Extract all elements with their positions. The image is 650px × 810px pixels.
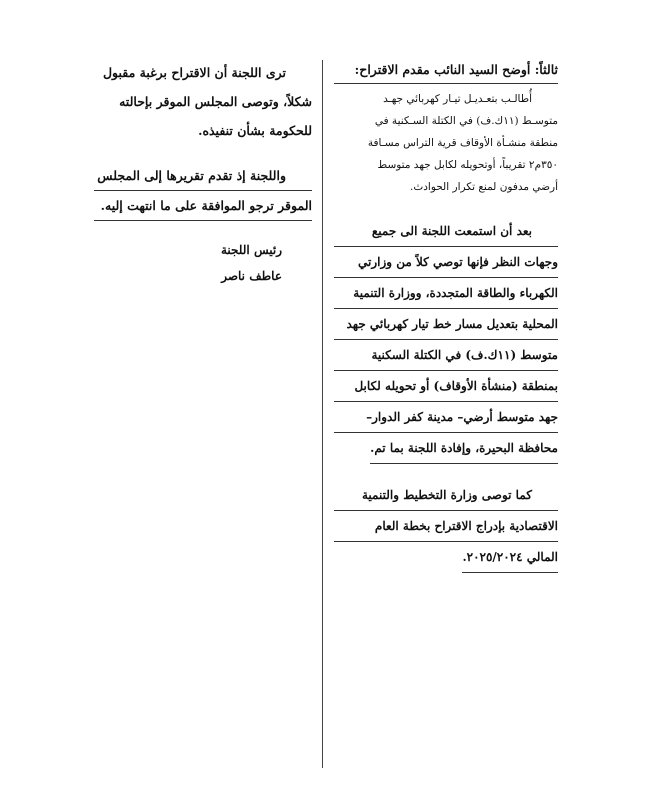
signature-title: رئيس اللجنة <box>221 243 282 257</box>
rec2-line: الاقتصادية بإدراج الاقتراح بخطة العام <box>334 511 558 542</box>
intro-line: متوسـط (١١ك.ف) في الكتلة السـكنية في <box>374 115 558 127</box>
recommendation-1 <box>334 216 558 464</box>
column-divider <box>322 60 323 768</box>
intro-line: ٣٥٠م٢ تقريباً، أوتحويله لكابل جهد متوسط <box>377 159 558 171</box>
recommendation-2 <box>334 480 558 573</box>
left-column <box>94 58 312 289</box>
opinion-line: شكلاً، وتوصى المجلس الموقر بإحالته <box>119 94 312 109</box>
proposal-heading: ثالثاً: أوضح السيد النائب مقدم الاقتراح: <box>334 58 558 84</box>
rec1-line: بعد أن استمعت اللجنة الى جميع <box>334 216 558 247</box>
request-line: الموقر ترجو الموافقة على ما انتهت إليه. <box>94 191 312 221</box>
intro-line: أرضي مدفون لمنع تكرار الحوادث. <box>410 181 558 193</box>
request-line: واللجنة إذ تقدم تقريرها إلى المجلس <box>94 161 312 191</box>
rec2-line: المالي ٢٠٢٥/٢٠٢٤. <box>462 542 558 573</box>
committee-request <box>94 161 312 221</box>
opinion-line: للحكومة بشأن تنفيذه. <box>198 123 312 138</box>
rec1-line: الكهرباء والطاقة المتجددة، ووزارة التنمية <box>334 278 558 309</box>
signature-name: عاطف ناصر <box>221 269 282 283</box>
rec2-line: كما توصى وزارة التخطيط والتنمية <box>334 480 558 511</box>
opinion-line: ترى اللجنة أن الاقتراح برغبة مقبول <box>102 65 286 80</box>
right-column <box>334 58 558 573</box>
proposal-intro <box>334 88 558 198</box>
rec1-line: المحلية بتعديل مسار خط تيار كهربائي جهد <box>334 309 558 340</box>
rec1-line: جهد متوسط أرضي– مدينة كفر الدوار– <box>334 402 558 433</box>
rec1-line: محافظة البحيرة، وإفادة اللجنة بما تم. <box>370 433 558 464</box>
rec1-line: متوسط (١١ك.ف) في الكتلة السكنية <box>334 340 558 371</box>
rec1-line: بمنطقة (منشأة الأوقاف) أو تحويله لكابل <box>334 371 558 402</box>
intro-line: أُطالـب بتعـديـل تيـار كهربائي جهـد <box>383 93 532 105</box>
rec1-line: وجهات النظر فإنها توصي كلاً من وزارتي <box>334 247 558 278</box>
committee-opinion <box>94 58 312 145</box>
intro-line: منطقة منشـأة الأوقاف قرية التراس مسـافة <box>367 137 558 149</box>
